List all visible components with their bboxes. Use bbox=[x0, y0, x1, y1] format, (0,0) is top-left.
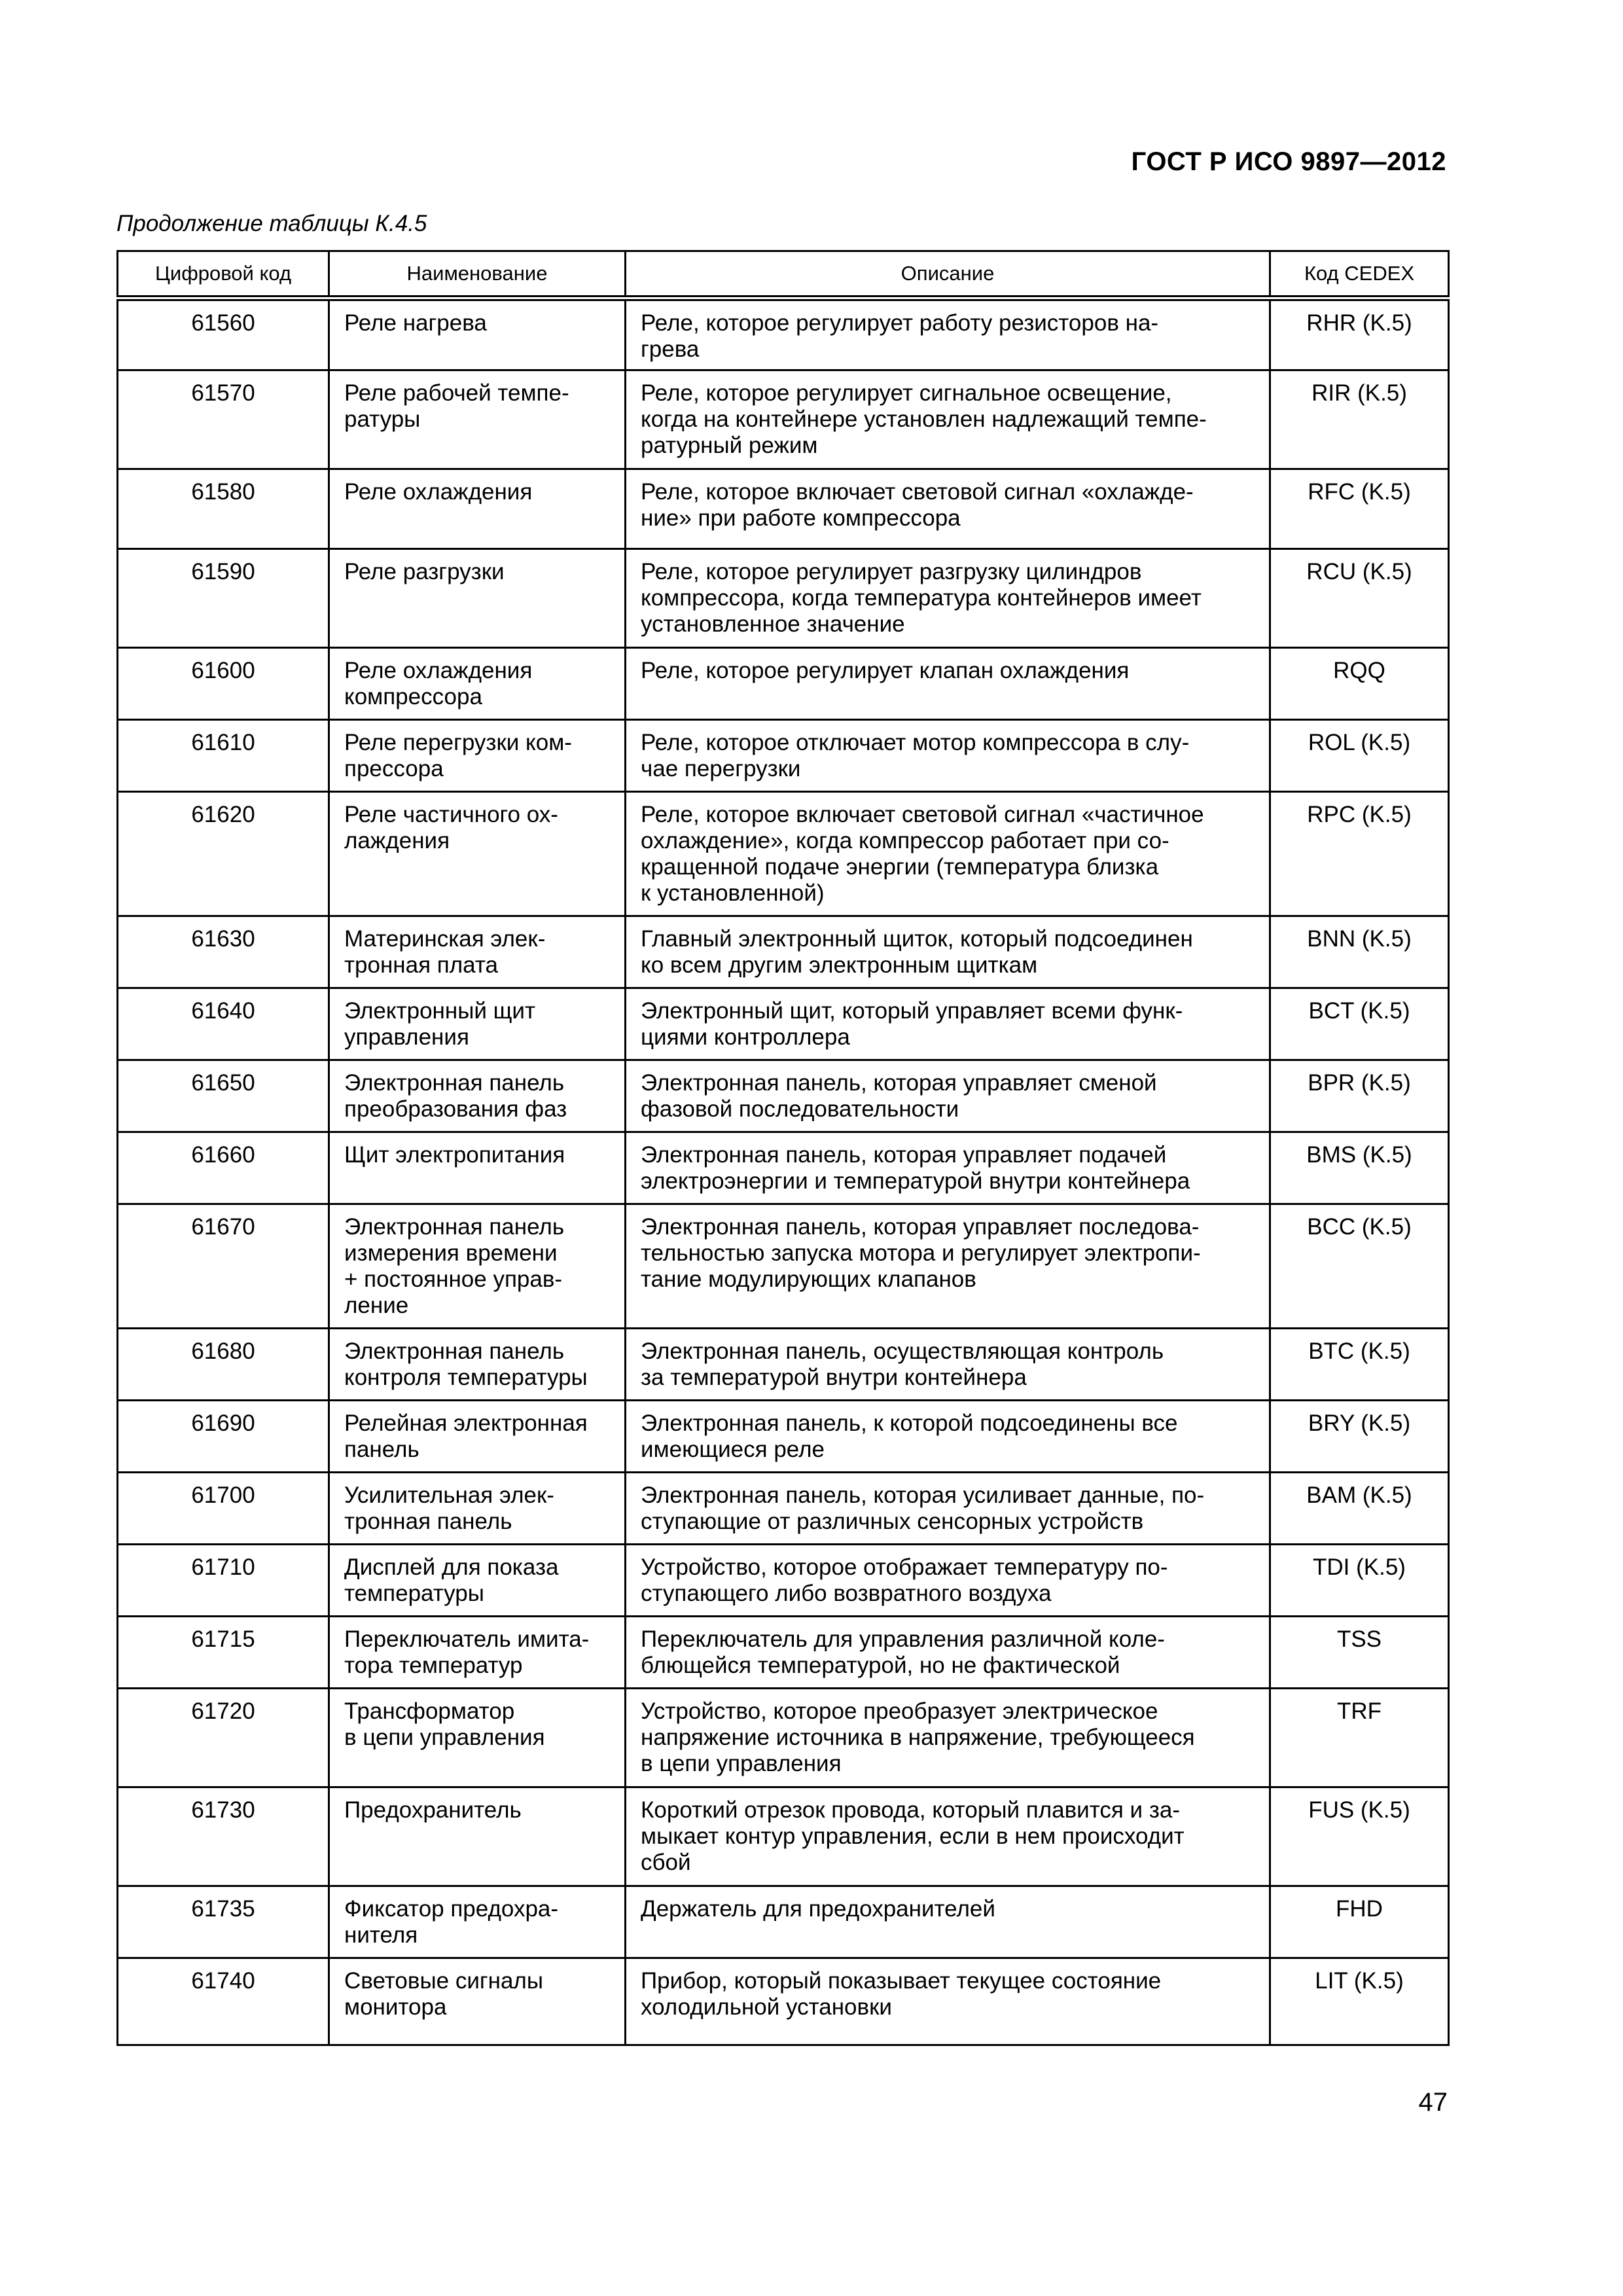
column-header-description: Описание bbox=[626, 251, 1270, 298]
column-header-name: Наименование bbox=[329, 251, 626, 298]
cell-name: Трансформатор в цепи управления bbox=[329, 1689, 626, 1787]
cell-cedex: TDI (K.5) bbox=[1270, 1545, 1449, 1617]
column-header-code: Цифровой код bbox=[118, 251, 329, 298]
cell-cedex: RCU (K.5) bbox=[1270, 549, 1449, 648]
cell-description: Электронная панель, которая усиливает данные, по- ступающие от различных сенсорных устройств bbox=[626, 1473, 1270, 1545]
cell-cedex: RQQ bbox=[1270, 648, 1449, 720]
cell-cedex: RPC (K.5) bbox=[1270, 792, 1449, 916]
cell-description: Электронный щит, который управляет всеми функ- циями контроллера bbox=[626, 988, 1270, 1060]
cell-name: Переключатель имита- тора температур bbox=[329, 1617, 626, 1689]
table-row bbox=[118, 1545, 1449, 1617]
table-caption: Продолжение таблицы К.4.5 bbox=[116, 211, 427, 236]
cell-name: Усилительная элек- тронная панель bbox=[329, 1473, 626, 1545]
table-row bbox=[118, 1689, 1449, 1787]
cell-code: 61730 bbox=[118, 1787, 329, 1886]
cell-description: Переключатель для управления различной коле- блющейся температурой, но не фактической bbox=[626, 1617, 1270, 1689]
cell-cedex: BRY (K.5) bbox=[1270, 1401, 1449, 1473]
cell-name: Световые сигналы монитора bbox=[329, 1958, 626, 2045]
cell-description: Главный электронный щиток, который подсоединен ко всем другим электронным щиткам bbox=[626, 916, 1270, 988]
table-row bbox=[118, 1401, 1449, 1473]
cell-code: 61740 bbox=[118, 1958, 329, 2045]
cell-name: Электронная панель измерения времени + постоянное управ- ление bbox=[329, 1204, 626, 1329]
cell-name: Реле нагрева bbox=[329, 298, 626, 370]
cell-code: 61630 bbox=[118, 916, 329, 988]
table-row bbox=[118, 1473, 1449, 1545]
table-row bbox=[118, 1617, 1449, 1689]
cell-name: Реле рабочей темпе- ратуры bbox=[329, 370, 626, 469]
table-row bbox=[118, 988, 1449, 1060]
cell-description: Электронная панель, осуществляющая контроль за температурой внутри контейнера bbox=[626, 1329, 1270, 1401]
cell-name: Дисплей для показа температуры bbox=[329, 1545, 626, 1617]
cell-name: Реле разгрузки bbox=[329, 549, 626, 648]
cell-description: Держатель для предохранителей bbox=[626, 1886, 1270, 1958]
cell-cedex: RFC (K.5) bbox=[1270, 469, 1449, 549]
cell-description: Короткий отрезок провода, который плавится и за- мыкает контур управления, если в нем происходит сбой bbox=[626, 1787, 1270, 1886]
cell-code: 61610 bbox=[118, 720, 329, 792]
table-row bbox=[118, 298, 1449, 370]
cell-cedex: FHD bbox=[1270, 1886, 1449, 1958]
cell-description: Электронная панель, которая управляет последова- тельностью запуска мотора и регулирует электропи- тание модулирующих клапанов bbox=[626, 1204, 1270, 1329]
cell-name: Электронная панель преобразования фаз bbox=[329, 1060, 626, 1132]
cell-code: 61670 bbox=[118, 1204, 329, 1329]
cell-cedex: BAM (K.5) bbox=[1270, 1473, 1449, 1545]
cell-code: 61700 bbox=[118, 1473, 329, 1545]
cell-description: Реле, которое регулирует работу резисторов на- грева bbox=[626, 298, 1270, 370]
table-row bbox=[118, 469, 1449, 549]
cell-cedex: BCC (K.5) bbox=[1270, 1204, 1449, 1329]
cell-description: Реле, которое регулирует сигнальное освещение, когда на контейнере установлен надлежащий темпе- ратурный режим bbox=[626, 370, 1270, 469]
cell-description: Прибор, который показывает текущее состояние холодильной установки bbox=[626, 1958, 1270, 2045]
components-table bbox=[116, 250, 1450, 2046]
table-row bbox=[118, 916, 1449, 988]
column-header-cedex: Код CEDEX bbox=[1270, 251, 1449, 298]
cell-cedex: RHR (K.5) bbox=[1270, 298, 1449, 370]
cell-code: 61715 bbox=[118, 1617, 329, 1689]
cell-description: Устройство, которое преобразует электрическое напряжение источника в напряжение, требующееся в цепи управления bbox=[626, 1689, 1270, 1787]
cell-cedex: BMS (K.5) bbox=[1270, 1132, 1449, 1204]
table-header-row bbox=[118, 251, 1449, 298]
cell-code: 61710 bbox=[118, 1545, 329, 1617]
table-row bbox=[118, 549, 1449, 648]
table-row bbox=[118, 1886, 1449, 1958]
table-row bbox=[118, 1060, 1449, 1132]
table-row bbox=[118, 1787, 1449, 1886]
table-row bbox=[118, 370, 1449, 469]
cell-code: 61650 bbox=[118, 1060, 329, 1132]
cell-cedex: BCT (K.5) bbox=[1270, 988, 1449, 1060]
cell-code: 61660 bbox=[118, 1132, 329, 1204]
cell-name: Материнская элек- тронная плата bbox=[329, 916, 626, 988]
cell-description: Реле, которое регулирует клапан охлаждения bbox=[626, 648, 1270, 720]
cell-cedex: BTC (K.5) bbox=[1270, 1329, 1449, 1401]
cell-name: Электронная панель контроля температуры bbox=[329, 1329, 626, 1401]
cell-cedex: BNN (K.5) bbox=[1270, 916, 1449, 988]
cell-name: Фиксатор предохра- нителя bbox=[329, 1886, 626, 1958]
cell-description: Устройство, которое отображает температуру по- ступающего либо возвратного воздуха bbox=[626, 1545, 1270, 1617]
cell-cedex: BPR (K.5) bbox=[1270, 1060, 1449, 1132]
cell-description: Реле, которое включает световой сигнал «охлажде- ние» при работе компрессора bbox=[626, 469, 1270, 549]
table-row bbox=[118, 1958, 1449, 2045]
cell-cedex: RIR (K.5) bbox=[1270, 370, 1449, 469]
cell-cedex: LIT (K.5) bbox=[1270, 1958, 1449, 2045]
cell-code: 61580 bbox=[118, 469, 329, 549]
cell-code: 61680 bbox=[118, 1329, 329, 1401]
table-row bbox=[118, 1329, 1449, 1401]
cell-name: Реле перегрузки ком- прессора bbox=[329, 720, 626, 792]
cell-name: Предохранитель bbox=[329, 1787, 626, 1886]
cell-description: Реле, которое отключает мотор компрессора в слу- чае перегрузки bbox=[626, 720, 1270, 792]
cell-code: 61570 bbox=[118, 370, 329, 469]
cell-code: 61640 bbox=[118, 988, 329, 1060]
table-row bbox=[118, 648, 1449, 720]
cell-name: Реле охлаждения компрессора bbox=[329, 648, 626, 720]
cell-description: Электронная панель, которая управляет сменой фазовой последовательности bbox=[626, 1060, 1270, 1132]
cell-code: 61620 bbox=[118, 792, 329, 916]
table-row bbox=[118, 1204, 1449, 1329]
cell-description: Реле, которое включает световой сигнал «частичное охлаждение», когда компрессор работает при со- кращенной подаче энергии (температура близка к установленной) bbox=[626, 792, 1270, 916]
cell-code: 61600 bbox=[118, 648, 329, 720]
cell-cedex: TSS bbox=[1270, 1617, 1449, 1689]
table-row bbox=[118, 792, 1449, 916]
table-row bbox=[118, 1132, 1449, 1204]
cell-name: Реле охлаждения bbox=[329, 469, 626, 549]
cell-code: 61735 bbox=[118, 1886, 329, 1958]
cell-cedex: TRF bbox=[1270, 1689, 1449, 1787]
cell-name: Реле частичного ох- лаждения bbox=[329, 792, 626, 916]
cell-description: Электронная панель, которая управляет подачей электроэнергии и температурой внутри контейнера bbox=[626, 1132, 1270, 1204]
cell-code: 61590 bbox=[118, 549, 329, 648]
page-number: 47 bbox=[1418, 2088, 1448, 2117]
cell-code: 61720 bbox=[118, 1689, 329, 1787]
cell-code: 61560 bbox=[118, 298, 329, 370]
cell-name: Щит электропитания bbox=[329, 1132, 626, 1204]
cell-name: Электронный щит управления bbox=[329, 988, 626, 1060]
cell-description: Электронная панель, к которой подсоединены все имеющиеся реле bbox=[626, 1401, 1270, 1473]
cell-code: 61690 bbox=[118, 1401, 329, 1473]
document-standard-header: ГОСТ Р ИСО 9897—2012 bbox=[1131, 147, 1446, 176]
cell-name: Релейная электронная панель bbox=[329, 1401, 626, 1473]
table-row bbox=[118, 720, 1449, 792]
cell-cedex: ROL (K.5) bbox=[1270, 720, 1449, 792]
cell-description: Реле, которое регулирует разгрузку цилиндров компрессора, когда температура контейнеров имеет установленное значение bbox=[626, 549, 1270, 648]
cell-cedex: FUS (K.5) bbox=[1270, 1787, 1449, 1886]
